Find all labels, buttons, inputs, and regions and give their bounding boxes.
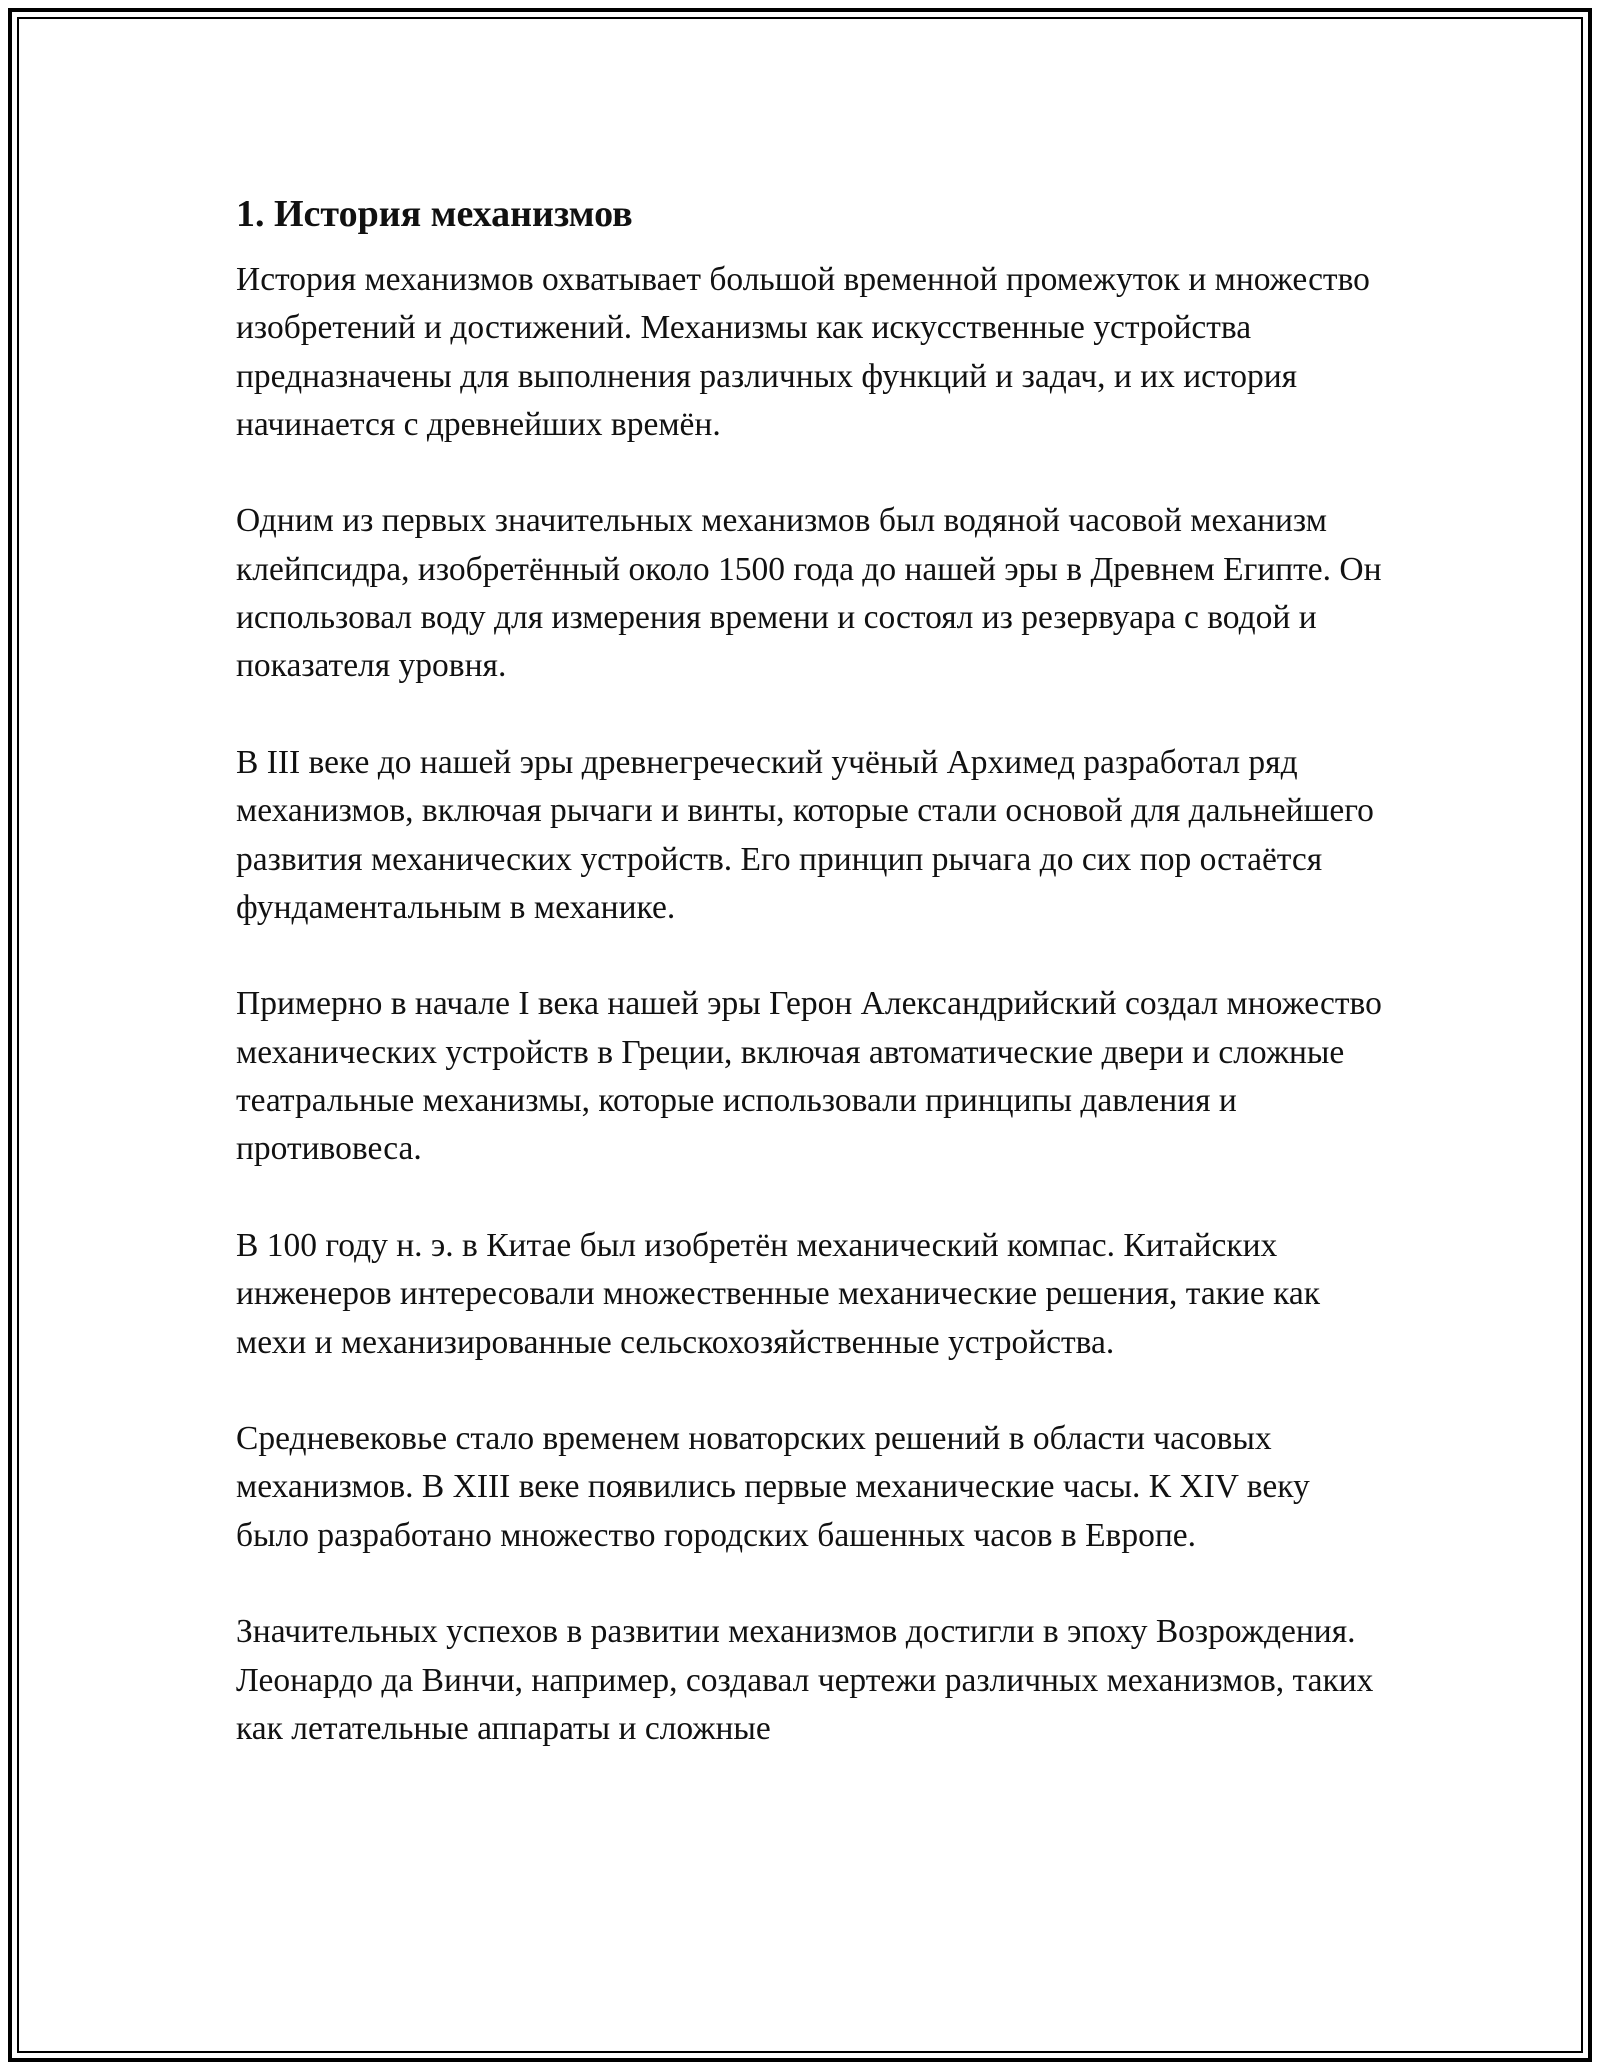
paragraph-5: В 100 году н. э. в Китае был изобретён механический компас. Китайских инженеров интересовали множественные механические решения, такие как мехи и механизированные сельскохозяйственные устройства. xyxy=(236,1226,1321,1361)
paragraph-6: Средневековье стало временем новаторских решений в области часовых механизмов. В XIII веке появились первые механические часы. К XIV веку было разработано множество городских башенных часов в Европе. xyxy=(236,1420,1310,1554)
paragraph-2: Одним из первых значительных механизмов был водяной часовой механизм клейпсидра, изобретённый около 1500 года до нашей эры в Древнем Египте. Он использовал воду для измерения времени и состоял из резервуара с водой и показателя уровня. xyxy=(236,502,1382,685)
paragraph-4: Примерно в начале I века нашей эры Герон Александрийский создал множество механических устройств в Греции, включая автоматические двери и сложные театральные механизмы, которые использовали принципы давления и противовеса. xyxy=(236,985,1382,1168)
paragraph-1: История механизмов охватывает большой временной промежуток и множество изобретений и достижений. Механизмы как искусственные устройства предназначены для выполнения различных функций и задач, и их история начинается с древнейших времён. xyxy=(236,261,1370,443)
section-heading: 1. История механизмов xyxy=(236,193,633,235)
paragraph-7: Значительных успехов в развитии механизмов достигли в эпоху Возрождения. Леонардо да Винчи, например, создавал чертежи различных механизмов, таких как летательные аппараты и сложные xyxy=(236,1613,1374,1747)
document-body xyxy=(236,190,1396,1802)
paragraph-3: В III веке до нашей эры древнегреческий учёный Архимед разработал ряд механизмов, включая рычаги и винты, которые стали основой для дальнейшего развития механических устройств. Его принцип рычага до сих пор остаётся фундаментальным в механике. xyxy=(236,743,1374,926)
